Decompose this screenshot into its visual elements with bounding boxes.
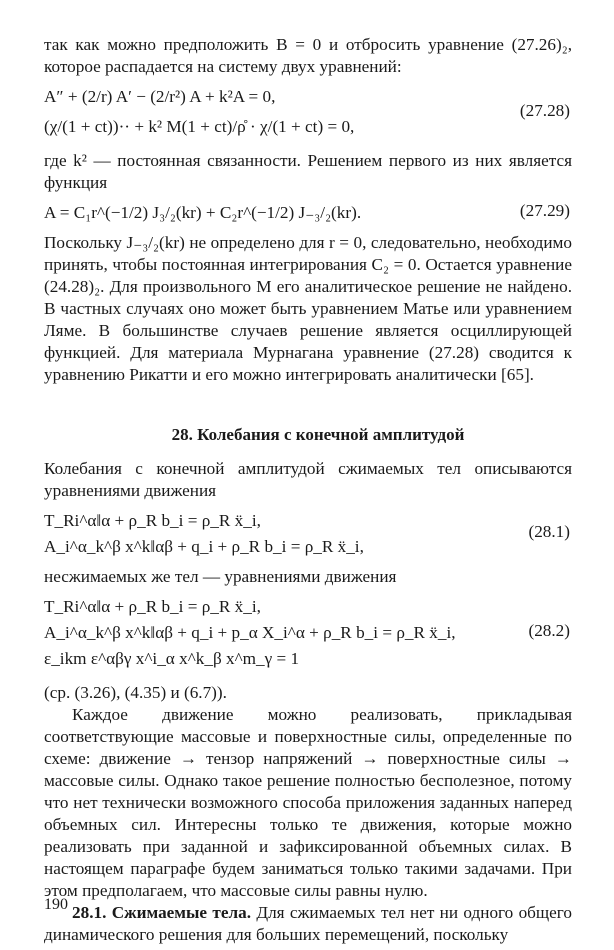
equation-27-28 (44, 84, 572, 144)
subsection-label: 28.1. Сжимаемые тела. (72, 903, 251, 922)
equation-28-2-line-2: A_i^α_k^β x^k‖αβ + q_i + p_α X_i^α + ρ_R b_i = ρ_R ẍ_i, (44, 623, 456, 642)
equation-28-1 (44, 508, 572, 560)
paragraph-28-1 (44, 902, 572, 946)
equation-number-27-28: (27.28) (519, 101, 570, 120)
equation-28-2-line-1: T_Ri^α‖α + ρ_R b_i = ρ_R ẍ_i, (44, 597, 261, 616)
page-body (44, 34, 572, 946)
intro-paragraph: так как можно предположить B = 0 и отбросить уравнение (27.26)₂, которое распадается на систему двух уравнений: (44, 35, 572, 76)
paragraph-kazhdoe: Каждое движение можно реализовать, прикладывая соответствующие массовые и поверхностные силы, определенные по схеме: движение → тензор напряжений → поверхностные силы → массовые силы. Однако такое решение полностью бесполезное, потому что нет технически возможного способа приложения заданных наперед объемных сил. Интересны только те движения, которые можно реализовать при заданной и зафиксированной объемных силах. В настоящем параграфе будем заниматься только такими задачами. При этом предполагаем, что массовые силы равны нулю. (44, 705, 572, 900)
section-heading: 28. Колебания с конечной амплитудой (171, 425, 465, 444)
equation-27-28-line-1: A″ + (2/r) A′ − (2/r²) A + k²A = 0, (44, 87, 276, 106)
equation-28-2 (44, 594, 572, 672)
equation-number-28-1: (28.1) (528, 522, 570, 541)
paragraph-poskolku: Поскольку J₋₃/₂(kr) не определено для r = 0, следовательно, необходимо принять, чтобы постоянная интегрирования C₂ = 0. Остается уравнение (24.28)₂. Для произвольного M его аналитическое решение не найдено. В частных случаях оно может быть уравнением Матье или уравнением Ляме. В большинстве случаев решение является осциллирующей функцией. Для материала Мурнагана уравнение (27.28) сводится к уравнению Рикатти и его можно интегрировать аналитически [65]. (44, 233, 572, 384)
paragraph-kolebaniya: Колебания с конечной амплитудой сжимаемых тел описываются уравнениями движения (44, 459, 572, 500)
subsection-text: Для сжимаемых тел нет ни одного общего динамического решения для больших перемещений, поскольку (44, 903, 573, 944)
equation-number-28-2: (28.2) (528, 621, 570, 640)
equation-27-29-line: A = C₁r^(−1/2) J₃/₂(kr) + C₂r^(−1/2) J₋₃/₂(kr). (44, 203, 362, 222)
paragraph-k2: где k² — постоянная связанности. Решением первого из них является функция (44, 151, 572, 192)
page-number: 190 (44, 896, 68, 913)
equation-number-27-29: (27.29) (519, 201, 570, 220)
equation-27-28-line-2: (χ/(1 + ct))·· + k² M(1 + ct)/ρ̊ · χ/(1 + ct) = 0, (44, 117, 355, 136)
paragraph-sr: (ср. (3.26), (4.35) и (6.7)). (44, 683, 227, 702)
equation-28-1-line-1: T_Ri^α‖α + ρ_R b_i = ρ_R ẍ_i, (44, 511, 261, 530)
paragraph-neszhimaemyh: несжимаемых же тел — уравнениями движения (44, 567, 397, 586)
equation-27-29 (44, 200, 572, 226)
equation-28-1-line-2: A_i^α_k^β x^k‖αβ + q_i + ρ_R b_i = ρ_R ẍ_i, (44, 537, 364, 556)
equation-28-2-line-3: ε_ikm ε^αβγ x^i_α x^k_β x^m_γ = 1 (44, 649, 300, 668)
